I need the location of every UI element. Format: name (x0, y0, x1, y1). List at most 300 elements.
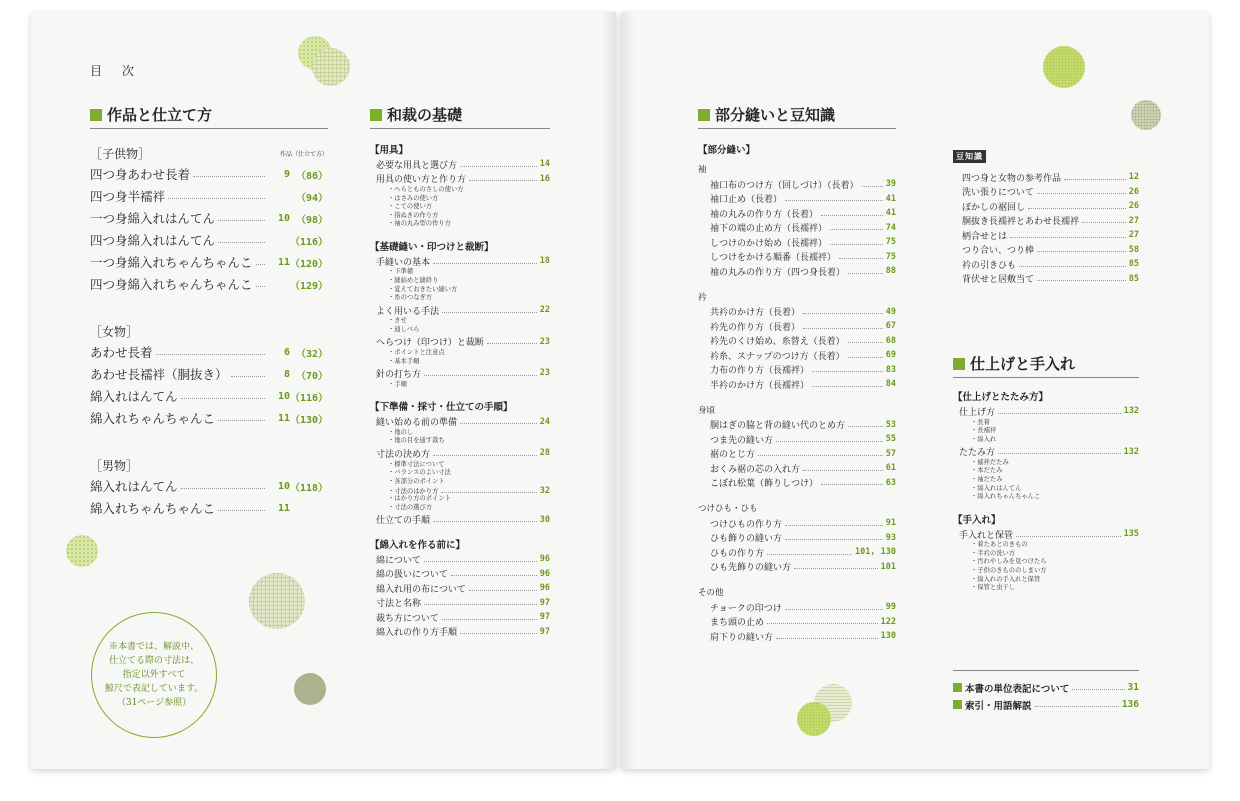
dot-leader (424, 604, 537, 605)
sub-item: ・通しべら (388, 325, 420, 333)
sub-item: ・綿入れ (971, 435, 997, 443)
trivia-badge: 豆知識 (953, 150, 986, 163)
entry-label: 一つ身綿入れはんてん (90, 211, 216, 226)
page-number: 67 (885, 321, 896, 332)
sub-item: ・縫始めと縫終り (388, 277, 439, 285)
entry-label: ・寸法のはかり方 (388, 488, 439, 496)
note-circle (91, 612, 217, 738)
sub-item: ・袖だたみ (971, 475, 1003, 483)
entry-label: 針の打ち方 (376, 369, 422, 380)
section-heading (698, 104, 896, 129)
sub-item: ・着たあとのきもの (971, 541, 1028, 549)
column-header: 作品（仕立て方） (279, 150, 328, 158)
dot-leader (848, 342, 883, 343)
toc-entry (953, 444, 1139, 459)
dot-leader (433, 455, 537, 456)
decor-circle (294, 673, 326, 705)
page-number: 75 (885, 251, 896, 262)
dot-leader (1072, 689, 1124, 690)
entry-label: 共衿のかけ方（長着） (710, 308, 801, 319)
page-number: 74 (885, 222, 896, 233)
entry-label: 裾のとじ方 (710, 450, 756, 461)
dot-leader (785, 525, 883, 526)
toc-entry (698, 363, 896, 378)
page-number: 26 (1128, 186, 1139, 197)
work-page-number: （94） (295, 192, 328, 204)
toc-entry (953, 404, 1139, 419)
work-page-number: （120） (290, 258, 329, 270)
dot-leader (1016, 536, 1121, 537)
dot-leader (1037, 280, 1126, 281)
dot-leader (469, 180, 537, 181)
entry-label: つり合い、つり棒 (962, 246, 1035, 257)
dot-leader (168, 198, 265, 199)
page-number: 91 (885, 518, 896, 529)
page-number: 132 (1123, 446, 1139, 457)
toc-entry (370, 414, 550, 429)
entry-label: おくみ裾の芯の入れ方 (710, 464, 801, 475)
entry-label: つま先の縫い方 (710, 435, 774, 446)
page-number: 84 (885, 379, 896, 390)
page-number: 11 (277, 502, 290, 514)
toc-entry (698, 531, 896, 546)
dot-leader (1028, 208, 1126, 209)
sub-item: ・長襦袢 (971, 427, 997, 435)
dot-leader (767, 554, 852, 555)
dot-leader (469, 590, 537, 591)
page-number: 23 (539, 336, 550, 347)
dot-leader (848, 357, 883, 358)
entry-label: しつけをかける順番（長襦袢） (710, 253, 837, 264)
sub-item: ・子供のきもののしまい方 (971, 567, 1047, 575)
entry-label: しつけのかけ始め（長襦袢） (710, 238, 828, 249)
entry-label: あわせ長着 (90, 345, 153, 360)
group-heading: 【下準備・採寸・仕立ての手順】 (370, 402, 513, 414)
group-heading (90, 455, 328, 475)
sub-item: ・本だたみ (971, 467, 1003, 475)
toc-entry (90, 407, 328, 429)
dot-leader (785, 609, 883, 610)
toc-entry (370, 335, 550, 350)
toc-entry (90, 163, 328, 185)
dot-leader (794, 568, 878, 569)
page-number: 97 (539, 612, 550, 623)
entry-label: まち頭の止め (710, 618, 765, 629)
entry-label: たたみ方 (959, 448, 996, 459)
entry-label: 縫い始める前の準備 (376, 418, 458, 429)
sub-item: ・糸のつなぎ方 (388, 294, 433, 302)
entry-label: 一つ身綿入れちゃんちゃんこ (90, 255, 253, 270)
sub-item: ・はかり方のポイント (388, 495, 451, 503)
section-partial-sewing (698, 104, 896, 644)
page-number: 96 (539, 554, 550, 565)
sub-item: ・綿入れちゃんちゃんこ (971, 493, 1041, 501)
page-number: 99 (885, 602, 896, 613)
toc-entry (698, 221, 896, 236)
page-number: 24 (539, 416, 550, 427)
dot-leader (181, 488, 265, 489)
sub-item: ・各部分のポイント (388, 477, 445, 485)
dot-leader (998, 453, 1121, 454)
page-number: 26 (1128, 201, 1139, 212)
right-page (621, 12, 1209, 769)
entry-label: 綿入れちゃんちゃんこ (90, 411, 216, 426)
section-title: 作品と仕立て方 (107, 106, 213, 124)
entry-label: 索引・用語解説 (965, 700, 1032, 712)
sub-item: ・綿入れの手入れと保管 (971, 575, 1041, 583)
entry-label: 寸法と名称 (376, 599, 422, 610)
toc-entry (962, 243, 1139, 258)
page-number: 41 (885, 208, 896, 219)
toc-entry (962, 170, 1139, 185)
group-heading (90, 321, 328, 341)
toc-entry (370, 446, 550, 461)
note-line: ※本書では、解説中、 (108, 642, 199, 652)
entry-label: ひも先飾りの縫い方 (710, 563, 792, 574)
dot-leader (256, 264, 265, 265)
sub-item: ・半衿の洗い方 (971, 549, 1016, 557)
work-page-number: （98） (295, 214, 328, 226)
toc-entry (370, 595, 550, 610)
toc-entry (962, 185, 1139, 200)
sub-item: ・覚えておきたい縫い方 (388, 285, 458, 293)
sub-item: ・きせ (388, 317, 407, 325)
dot-leader (256, 286, 265, 287)
page-number: 32 (539, 485, 550, 496)
entry-label: 綿の扱いについて (376, 570, 448, 581)
entry-label: 裁ち方について (376, 613, 439, 624)
sub-item: ・はさみの使い方 (388, 194, 439, 202)
entry-label: 衿先の作り方（長着） (710, 322, 801, 333)
page-number: 27 (1128, 230, 1139, 241)
dot-leader (193, 176, 265, 177)
group-heading: 【基礎縫い・印つけと裁断】 (370, 241, 494, 253)
dot-leader (848, 273, 883, 274)
section-heading (953, 353, 1139, 378)
page-number: 10 (277, 390, 290, 402)
sub-item: ・へらとものさしの使い方 (388, 186, 464, 193)
group-heading: 【部分縫い】 (698, 145, 756, 156)
group-heading: 【用具】 (370, 145, 409, 156)
toc-entry (698, 206, 896, 221)
group-heading: 【手入れ】 (953, 514, 1001, 526)
page-number: 68 (885, 335, 896, 346)
dot-leader (218, 510, 265, 511)
page-number: 135 (1123, 529, 1139, 539)
page-number: 11 (277, 256, 290, 268)
entry-label: 半衿のかけ方（長襦袢） (710, 380, 810, 391)
entry-label: 綿入れちゃんちゃんこ (90, 501, 216, 516)
dot-leader (460, 166, 537, 167)
page-number: 18 (539, 256, 550, 267)
entry-label: 仕立ての手順 (376, 516, 431, 527)
dot-leader (758, 455, 883, 456)
toc-title: 目 次 (90, 64, 139, 78)
page-number: 122 (880, 616, 896, 627)
page-number: 136 (1121, 699, 1139, 710)
dot-leader (1037, 193, 1126, 194)
note-line: 仕立てる際の寸法は、 (108, 656, 199, 666)
page-number: 57 (885, 448, 896, 459)
toc-entry (698, 250, 896, 265)
entry-label: つけひもの作り方 (710, 519, 783, 530)
toc-entry (370, 624, 550, 639)
work-page-number: （116） (290, 392, 329, 404)
dot-leader (1037, 251, 1126, 252)
group-name: ［男物］ (90, 458, 139, 473)
dot-leader (424, 375, 537, 376)
entry-label: 衿の引きひも (962, 260, 1017, 271)
sub-item: ・汚れやしみを見つけたら (971, 558, 1047, 566)
sub-item: ・袖の丸み型の作り方 (388, 220, 451, 228)
toc-entry (370, 581, 550, 596)
toc-entry (698, 264, 896, 279)
note-line: 指定以外すべて (122, 670, 186, 680)
note-line: 鯨尺で表記しています。 (104, 684, 204, 694)
toc-entry (370, 303, 550, 318)
dot-leader (803, 313, 883, 314)
entry-label: 肩下りの縫い方 (710, 632, 774, 643)
entry-label: 四つ身綿入れちゃんちゃんこ (90, 277, 253, 292)
entry-label: チョークの印つけ (710, 603, 782, 614)
green-square-icon (953, 683, 962, 692)
dot-leader (812, 386, 883, 387)
dot-leader (181, 398, 265, 399)
toc-entry (370, 366, 550, 381)
entry-label: へらつけ（印つけ）と裁断 (376, 338, 484, 349)
toc-entry (698, 305, 896, 320)
toc-entry (90, 475, 328, 497)
entry-label: よく用いる手法 (376, 306, 440, 317)
page-number: 96 (539, 568, 550, 579)
dot-leader (487, 343, 537, 344)
page-number: 97 (539, 597, 550, 608)
toc-entry (370, 552, 550, 567)
dot-leader (830, 229, 883, 230)
entry-label: 四つ身綿入れはんてん (90, 233, 216, 248)
page-number: 61 (885, 463, 896, 474)
entry-label: 柄合せとは (962, 231, 1008, 242)
toc-entry (953, 527, 1139, 542)
toc-entry (698, 348, 896, 363)
toc-entry (698, 377, 896, 392)
entry-label: 胴抜き長襦袢とあわせ長襦袢 (962, 217, 1080, 228)
entry-label: 胴はぎの脇と背の縫い代のとめ方 (710, 421, 846, 432)
footer-entry (953, 679, 1139, 696)
section-works (90, 104, 328, 519)
dot-leader (1064, 179, 1126, 180)
entry-label: 四つ身あわせ長着 (90, 167, 191, 182)
entry-label: 背伏せと居敷当て (962, 275, 1035, 286)
toc-entry (370, 157, 550, 172)
entry-label: 手縫いの基本 (376, 257, 431, 268)
entry-label: 綿入れはんてん (90, 479, 178, 494)
green-square-icon (953, 358, 965, 370)
group-heading: 【仕上げとたたみ方】 (953, 392, 1049, 403)
toc-entry (698, 432, 896, 447)
toc-entry (962, 272, 1139, 287)
sub-item: ・バランスのよい寸法 (388, 469, 451, 477)
work-page-number: （118） (290, 482, 329, 494)
dot-leader (803, 470, 883, 471)
toc-entry (698, 545, 896, 560)
dot-leader (785, 200, 883, 201)
entry-label: 袖口布のつけ方（回しづけ）（長着） (710, 180, 859, 191)
entry-label: 袖の丸みの作り方（四つ身長着） (710, 267, 846, 278)
page-number: 12 (1128, 172, 1139, 183)
page-number: 16 (539, 173, 550, 184)
entry-label: ひもの作り方 (710, 548, 765, 559)
toc-entry (90, 341, 328, 363)
section-title: 和裁の基礎 (387, 106, 463, 124)
section-basics (370, 104, 550, 639)
toc-entry (370, 566, 550, 581)
dot-leader (156, 354, 265, 355)
page-number: 22 (539, 305, 550, 316)
sub-item: ・手順 (388, 380, 407, 388)
page-number: 6 (283, 346, 290, 358)
page-number: 130 (880, 631, 896, 642)
entry-label: 綿入れの作り方手順 (376, 628, 458, 639)
dot-leader (998, 413, 1121, 414)
dot-leader (785, 539, 883, 540)
toc-entry (370, 512, 550, 527)
entry-label: 用具の使い方と作り方 (376, 175, 467, 186)
entry-label: ひも飾りの縫い方 (710, 534, 783, 545)
entry-label: 衿糸、スナップのつけ方（長着） (710, 351, 845, 362)
subgroup-heading: 衿 (698, 292, 707, 303)
page-number: 85 (1128, 273, 1139, 284)
toc-entry (90, 385, 328, 407)
toc-entry (698, 600, 896, 615)
work-page-number: （130） (290, 414, 329, 426)
toc-entry (370, 172, 550, 187)
toc-entry (90, 207, 328, 229)
page-number: 49 (885, 306, 896, 317)
note-line: （31ページ参照） (116, 698, 192, 708)
dot-leader (830, 244, 883, 245)
green-square-icon (90, 109, 102, 121)
dot-leader (441, 492, 536, 493)
page-number: 10 (277, 212, 290, 224)
dot-leader (218, 420, 265, 421)
subgroup-heading: 袖 (698, 165, 707, 175)
work-page-number: （116） (290, 236, 329, 248)
section-trivia (962, 170, 1139, 286)
work-page-number: （32） (295, 348, 328, 360)
dot-leader (862, 186, 883, 187)
dot-leader (803, 328, 883, 329)
sub-item: ・指ぬきの作り方 (388, 211, 439, 219)
toc-entry (698, 319, 896, 334)
dot-leader (218, 242, 265, 243)
sub-item: ・保管と虫干し (971, 584, 1016, 592)
toc-entry (962, 257, 1139, 272)
work-page-number: （86） (295, 170, 328, 182)
sub-item: ・基本手順 (388, 357, 420, 365)
page-number: 97 (539, 626, 550, 637)
dot-leader (433, 521, 537, 522)
dot-leader (218, 220, 265, 221)
page-number: 14 (539, 159, 550, 170)
decor-circle (797, 702, 831, 736)
toc-entry (698, 461, 896, 476)
section-heading (90, 104, 328, 129)
entry-label: 袖下の端の止め方（長襦袢） (710, 224, 828, 235)
footer-links (953, 670, 1139, 713)
toc-entry (370, 254, 550, 269)
entry-label: 仕上げ方 (959, 407, 996, 418)
dot-leader (460, 423, 537, 424)
page-number: 41 (885, 193, 896, 204)
dot-leader (821, 215, 883, 216)
decor-circle (312, 48, 350, 86)
dot-leader (1010, 237, 1126, 238)
entry-label: 袖口止め（長着） (710, 195, 783, 206)
gutter-shadow (602, 12, 616, 769)
dot-leader (424, 561, 537, 562)
page-number: 53 (885, 419, 896, 430)
entry-label: 手入れと保管 (959, 530, 1014, 541)
toc-entry (698, 418, 896, 433)
dot-leader (231, 376, 265, 377)
sub-item: ・地のし (388, 428, 414, 436)
page-number: 69 (885, 350, 896, 361)
page-number: 101 (880, 561, 896, 572)
toc-entry (698, 476, 896, 491)
section-title: 部分縫いと豆知識 (715, 106, 836, 124)
sub-item: ・寸法の選び方 (388, 503, 433, 511)
page-number: 132 (1123, 406, 1139, 417)
entry-label: 袖の丸みの作り方（長着） (710, 209, 819, 220)
dot-leader (821, 484, 883, 485)
dot-leader (1019, 266, 1126, 267)
dot-leader (460, 633, 537, 634)
sub-item: ・襦袢だたみ (971, 458, 1009, 466)
green-square-icon (953, 700, 962, 709)
page-number: 63 (885, 477, 896, 488)
sub-item: ・綿入れはんてん (971, 484, 1022, 492)
entry-label: 綿入れ用の布について (376, 584, 466, 595)
toc-entry (698, 615, 896, 630)
page-number: 75 (885, 237, 896, 248)
dot-leader (451, 575, 537, 576)
group-heading: 【綿入れを作る前に】 (370, 539, 466, 551)
section-finishing (953, 353, 1139, 593)
toc-entry (962, 199, 1139, 214)
entry-label: 洗い張りについて (962, 188, 1034, 199)
group-heading (90, 143, 328, 163)
toc-entry (962, 228, 1139, 243)
dot-leader (442, 312, 537, 313)
page-number: 8 (283, 368, 290, 380)
decor-circle (1131, 100, 1161, 130)
dot-leader (433, 263, 537, 264)
dot-leader (776, 441, 883, 442)
dot-leader (442, 619, 537, 620)
section-heading (370, 104, 550, 129)
entry-label: 寸法の決め方 (376, 449, 431, 460)
page-number: 101, 130 (855, 547, 896, 558)
page-number: 10 (277, 480, 290, 492)
entry-label: 綿入れはんてん (90, 389, 178, 404)
toc-entry (90, 273, 328, 295)
section-title: 仕上げと手入れ (970, 355, 1076, 373)
page-number: 85 (1128, 259, 1139, 270)
entry-label: 必要な用具と選び方 (376, 160, 458, 171)
toc-entry (698, 629, 896, 644)
group-name: ［子供物］ (90, 146, 151, 161)
